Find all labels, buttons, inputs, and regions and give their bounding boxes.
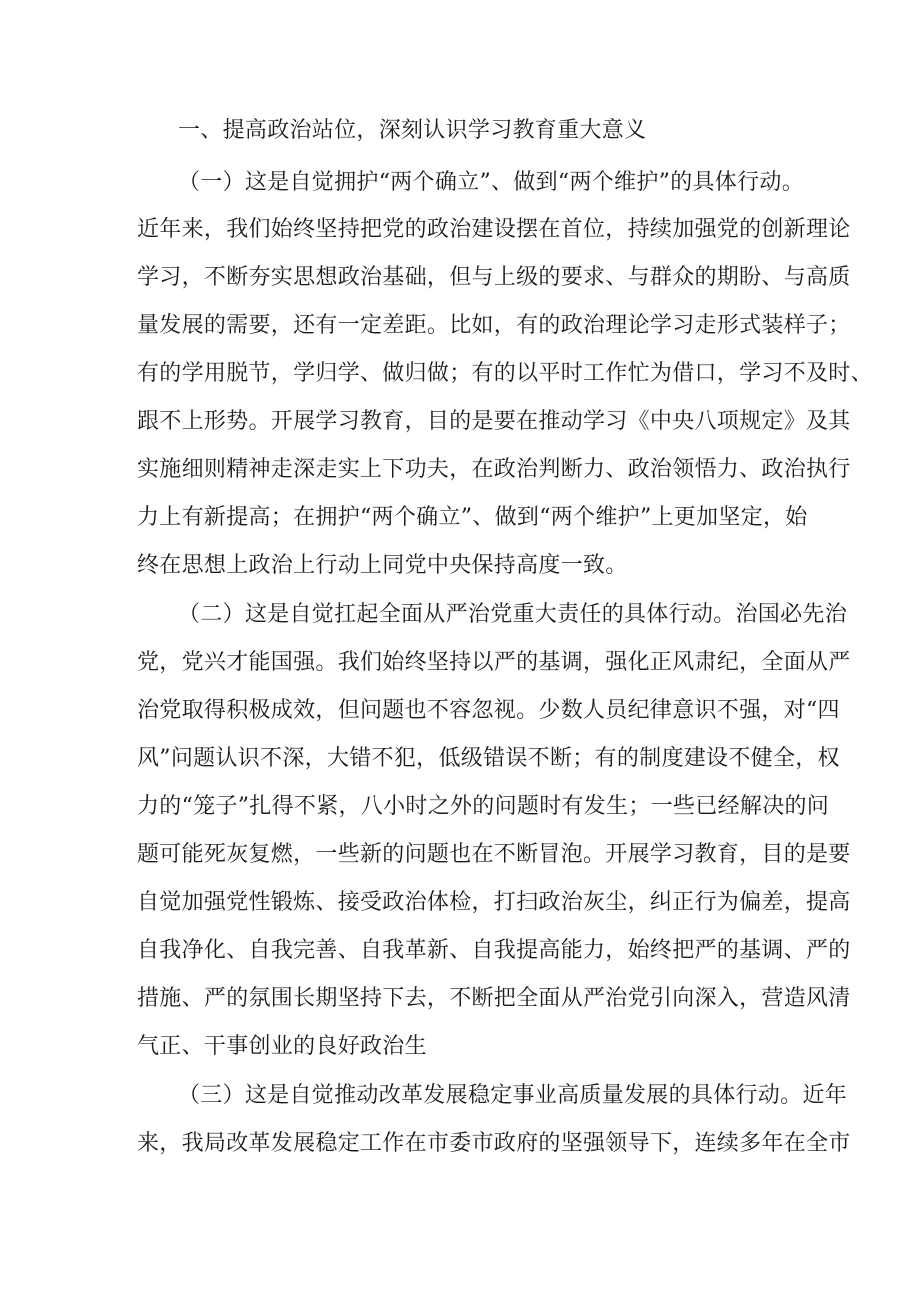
paragraph-1-line-4: 量发展的需要，还有一定差距。比如，有的政治理论学习走形式装样子； [137, 313, 851, 338]
paragraph-1-line-1: （一）这是自觉拥护“两个确立”、做到“两个维护”的具体行动。 [178, 170, 804, 195]
paragraph-2-line-3: 治党取得积极成效，但问题也不容忽视。少数人员纪律意识不强，对“四 [137, 698, 840, 723]
paragraph-1-line-7: 实施细则精神走深走实上下功夫，在政治判断力、政治领悟力、政治执行 [137, 457, 851, 482]
paragraph-2-line-1: （二）这是自觉扛起全面从严治党重大责任的具体行动。治国必先治 [178, 602, 848, 627]
section-heading: 一、提高政治站位，深刻认识学习教育重大意义 [178, 118, 647, 143]
paragraph-2-line-6: 题可能死灰复燃，一些新的问题也在不断冒泡。开展学习教育，目的是要 [137, 842, 851, 867]
paragraph-2-line-5: 力的“笼子”扎得不紧，八小时之外的问题时有发生；一些已经解决的问 [137, 794, 830, 819]
paragraph-1-line-9: 终在思想上政治上行动上同党中央保持高度一致。 [137, 553, 628, 578]
paragraph-2-line-4: 风”问题认识不深，大错不犯，低级错误不断；有的制度建设不健全，权 [137, 746, 840, 771]
paragraph-1-line-5: 有的学用脱节，学归学、做归做；有的以平时工作忙为借口，学习不及时、 [137, 361, 873, 386]
paragraph-2-line-8: 自我净化、自我完善、自我革新、自我提高能力，始终把严的基调、严的 [137, 938, 851, 963]
paragraph-2-line-7: 自觉加强党性锻炼、接受政治体检，打扫政治灰尘，纠正行为偏差，提高 [137, 890, 851, 915]
paragraph-2-line-9: 措施、严的氛围长期坚持下去，不断把全面从严治党引向深入，营造风清 [137, 986, 851, 1011]
paragraph-3-line-1: （三）这是自觉推动改革发展稳定事业高质量发展的具体行动。近年 [178, 1083, 848, 1108]
paragraph-1-line-3: 学习，不断夯实思想政治基础，但与上级的要求、与群众的期盼、与高质 [137, 265, 851, 290]
paragraph-3-line-2: 来，我局改革发展稳定工作在市委市政府的坚强领导下，连续多年在全市 [137, 1131, 851, 1156]
paragraph-1-line-8: 力上有新提高；在拥护“两个确立”、做到“两个维护”上更加坚定，始 [137, 505, 808, 530]
paragraph-1-line-6: 跟不上形势。开展学习教育，目的是要在推动学习《中央八项规定》及其 [137, 409, 851, 434]
paragraph-2-line-2: 党，党兴才能国强。我们始终坚持以严的基调，强化正风肃纪，全面从严 [137, 650, 851, 675]
paragraph-1-line-2: 近年来，我们始终坚持把党的政治建设摆在首位，持续加强党的创新理论 [137, 217, 851, 242]
paragraph-2-line-10: 气正、干事创业的良好政治生 [137, 1034, 427, 1059]
